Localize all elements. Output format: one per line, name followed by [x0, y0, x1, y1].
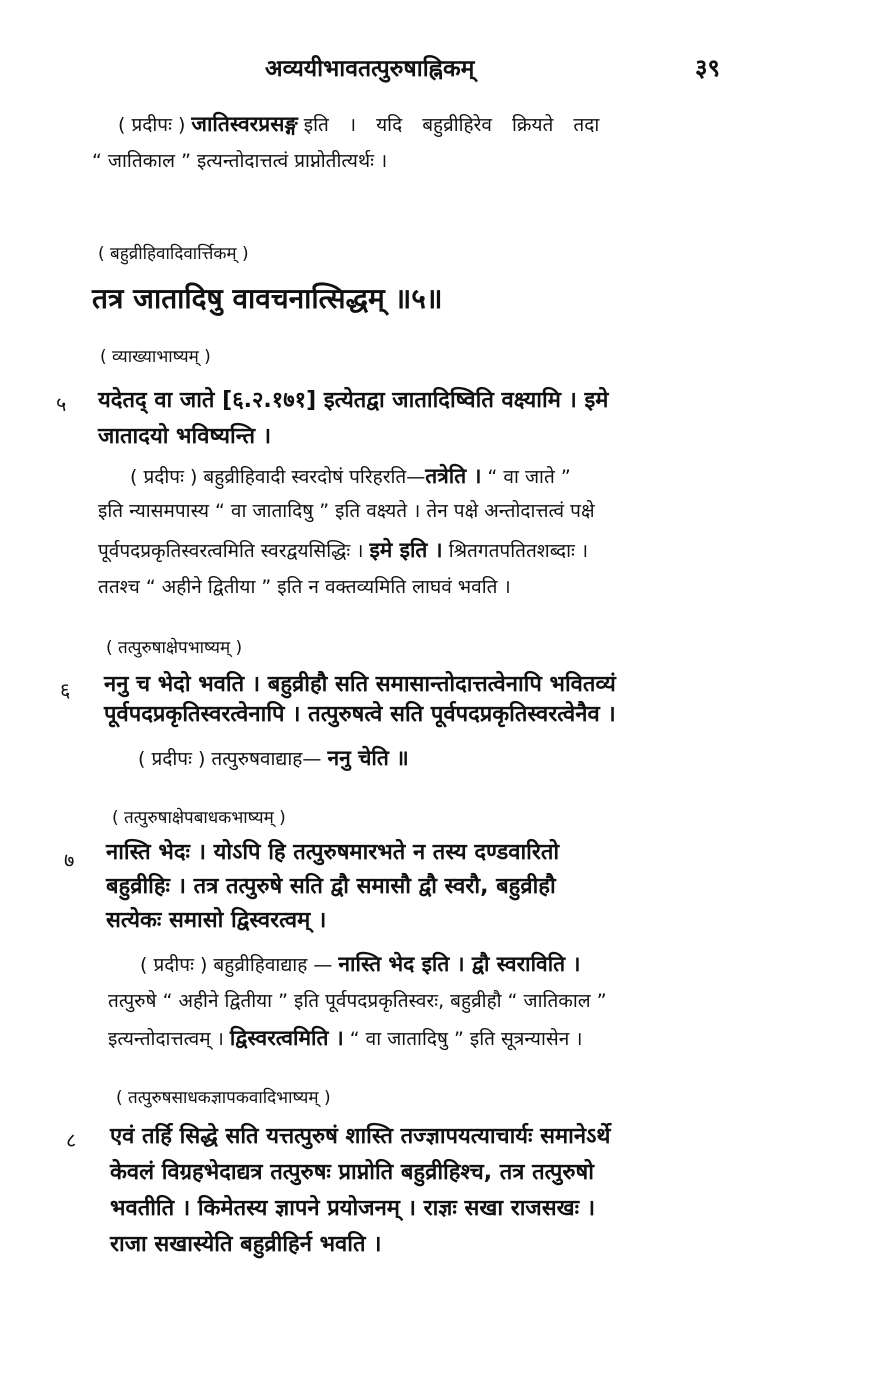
pradipa-keyword: द्विस्वरत्वमिति ।: [229, 1026, 344, 1050]
intro-pradipa-line-2: “ जातिकाल ” इत्यन्तोदात्तत्वं प्राप्नोतीत्यर्थः ।: [92, 150, 388, 172]
bhashya-6-line-1: ननु च भेदो भवति । बहुव्रीहौ सति समासान्तोदात्तत्वेनापि भवितव्यं: [104, 672, 616, 697]
section-heading-6: ( तत्पुरुषाक्षेपभाष्यम् ): [106, 638, 243, 658]
bhashya-8-line-4: राजा सखास्येति बहुव्रीहिर्न भवति ।: [110, 1232, 382, 1257]
paragraph-number-7: ७: [64, 848, 75, 872]
pradipa-text: बहुव्रीहिवाद्याह —: [213, 954, 333, 976]
pradipa-7-line-3: [108, 1026, 583, 1051]
pradipa-keyword: इमे इति ।: [369, 538, 443, 562]
section-heading-5: ( व्याख्याभाष्यम् ): [100, 347, 211, 367]
pradipa-text: “ वा जाते ”: [487, 466, 571, 488]
bhashya-8-line-3: भवतीति । किमेतस्य ज्ञापने प्रयोजनम् । राज्ञः सखा राजसखः ।: [110, 1196, 596, 1221]
bhashya-7-line-1: नास्ति भेदः । योऽपि हि तत्पुरुषमारभते न तस्य दण्डवारितो: [106, 840, 560, 865]
running-header: अव्ययीभावतत्पुरुषाह्निकम्: [265, 56, 475, 82]
pradipa-6: [138, 746, 409, 771]
pradipa-label: ( प्रदीपः ): [130, 466, 198, 488]
section-heading-8: ( तत्पुरुषसाधकज्ञापकवादिभाष्यम् ): [116, 1088, 331, 1108]
pradipa-text: पूर्वपदप्रकृतिस्वरत्वमिति स्वरद्वयसिद्धिः ।: [98, 540, 364, 562]
intro-pradipa-line-1: [118, 112, 599, 137]
paragraph-number-6: ६: [60, 678, 71, 702]
bhashya-5-line-2: जातादयो भविष्यन्ति ।: [98, 424, 272, 449]
bhashya-8-line-2: केवलं विग्रहभेदाद्यत्र तत्पुरुषः प्राप्नोति बहुव्रीहिश्च, तत्र तत्पुरुषो: [110, 1160, 594, 1185]
bhashya-8-line-1: एवं तर्हि सिद्धे सति यत्तत्पुरुषं शास्ति तज्ज्ञापयत्याचार्यः समानेऽर्थे: [110, 1124, 611, 1149]
pradipa-text: बहुव्रीहिवादी स्वरदोषं परिहरति—: [203, 466, 426, 488]
pradipa-text: “ वा जातादिषु ” इति सूत्रन्यासेन ।: [349, 1028, 583, 1050]
pradipa-text: श्रितगतपतितशब्दाः ।: [448, 540, 589, 562]
pradipa-5-line-3: [98, 538, 588, 563]
pradipa-label: ( प्रदीपः ): [138, 748, 206, 770]
vartika-text: तत्र जातादिषु वावचनात्सिद्धम् ॥५॥: [92, 282, 443, 315]
section-heading-vartika: ( बहुव्रीहिवादिवार्त्तिकम् ): [98, 244, 249, 264]
pradipa-label: ( प्रदीपः ): [140, 954, 208, 976]
pradipa-7-line-2: तत्पुरुषे “ अहीने द्वितीया ” इति पूर्वपदप्रकृतिस्वरः, बहुव्रीहौ “ जातिकाल ”: [108, 990, 607, 1012]
pradipa-text: इत्यन्तोदात्तत्वम् ।: [108, 1028, 224, 1050]
pradipa-5-line-1: [130, 464, 571, 489]
page-number: ३९: [695, 54, 720, 82]
pradipa-label: ( प्रदीपः ): [118, 114, 186, 136]
section-heading-7: ( तत्पुरुषाक्षेपबाधकभाष्यम् ): [112, 808, 286, 828]
pradipa-5-line-2: इति न्यासमपास्य “ वा जातादिषु ” इति वक्ष्यते । तेन पक्षे अन्तोदात्तत्वं पक्षे: [98, 500, 595, 522]
pradipa-text: तत्पुरुषवाद्याह—: [211, 748, 322, 770]
bhashya-7-line-3: सत्येकः समासो द्विस्वरत्वम् ।: [106, 908, 327, 933]
paragraph-number-5: ५: [56, 392, 67, 416]
paragraph-number-8: ८: [66, 1128, 77, 1152]
pradipa-text: इति । यदि बहुव्रीहिरेव क्रियते तदा: [303, 114, 600, 136]
pradipa-5-line-4: ततश्च “ अहीने द्वितीया ” इति न वक्तव्यमिति लाघवं भवति ।: [98, 576, 511, 598]
bhashya-7-line-2: बहुव्रीहिः । तत्र तत्पुरुषे सति द्वौ समासौ द्वौ स्वरौ, बहुव्रीहौ: [106, 874, 556, 899]
pradipa-keyword: ननु चेति ॥: [327, 746, 409, 770]
bhashya-6-line-2: पूर्वपदप्रकृतिस्वरत्वेनापि । तत्पुरुषत्वे सति पूर्वपदप्रकृतिस्वरत्वेनैव ।: [104, 702, 616, 727]
pradipa-7-line-1: [140, 952, 580, 977]
pradipa-keyword: तत्रेति ।: [425, 464, 482, 488]
pradipa-keyword: नास्ति भेद इति । द्वौ स्वराविति ।: [338, 952, 581, 976]
bhashya-5-line-1: यदेतद् वा जाते [६.२.१७१] इत्येतद्वा जातादिष्विति वक्ष्यामि । इमे: [98, 388, 609, 413]
pradipa-keyword: जातिस्वरप्रसङ्ग: [191, 112, 298, 136]
